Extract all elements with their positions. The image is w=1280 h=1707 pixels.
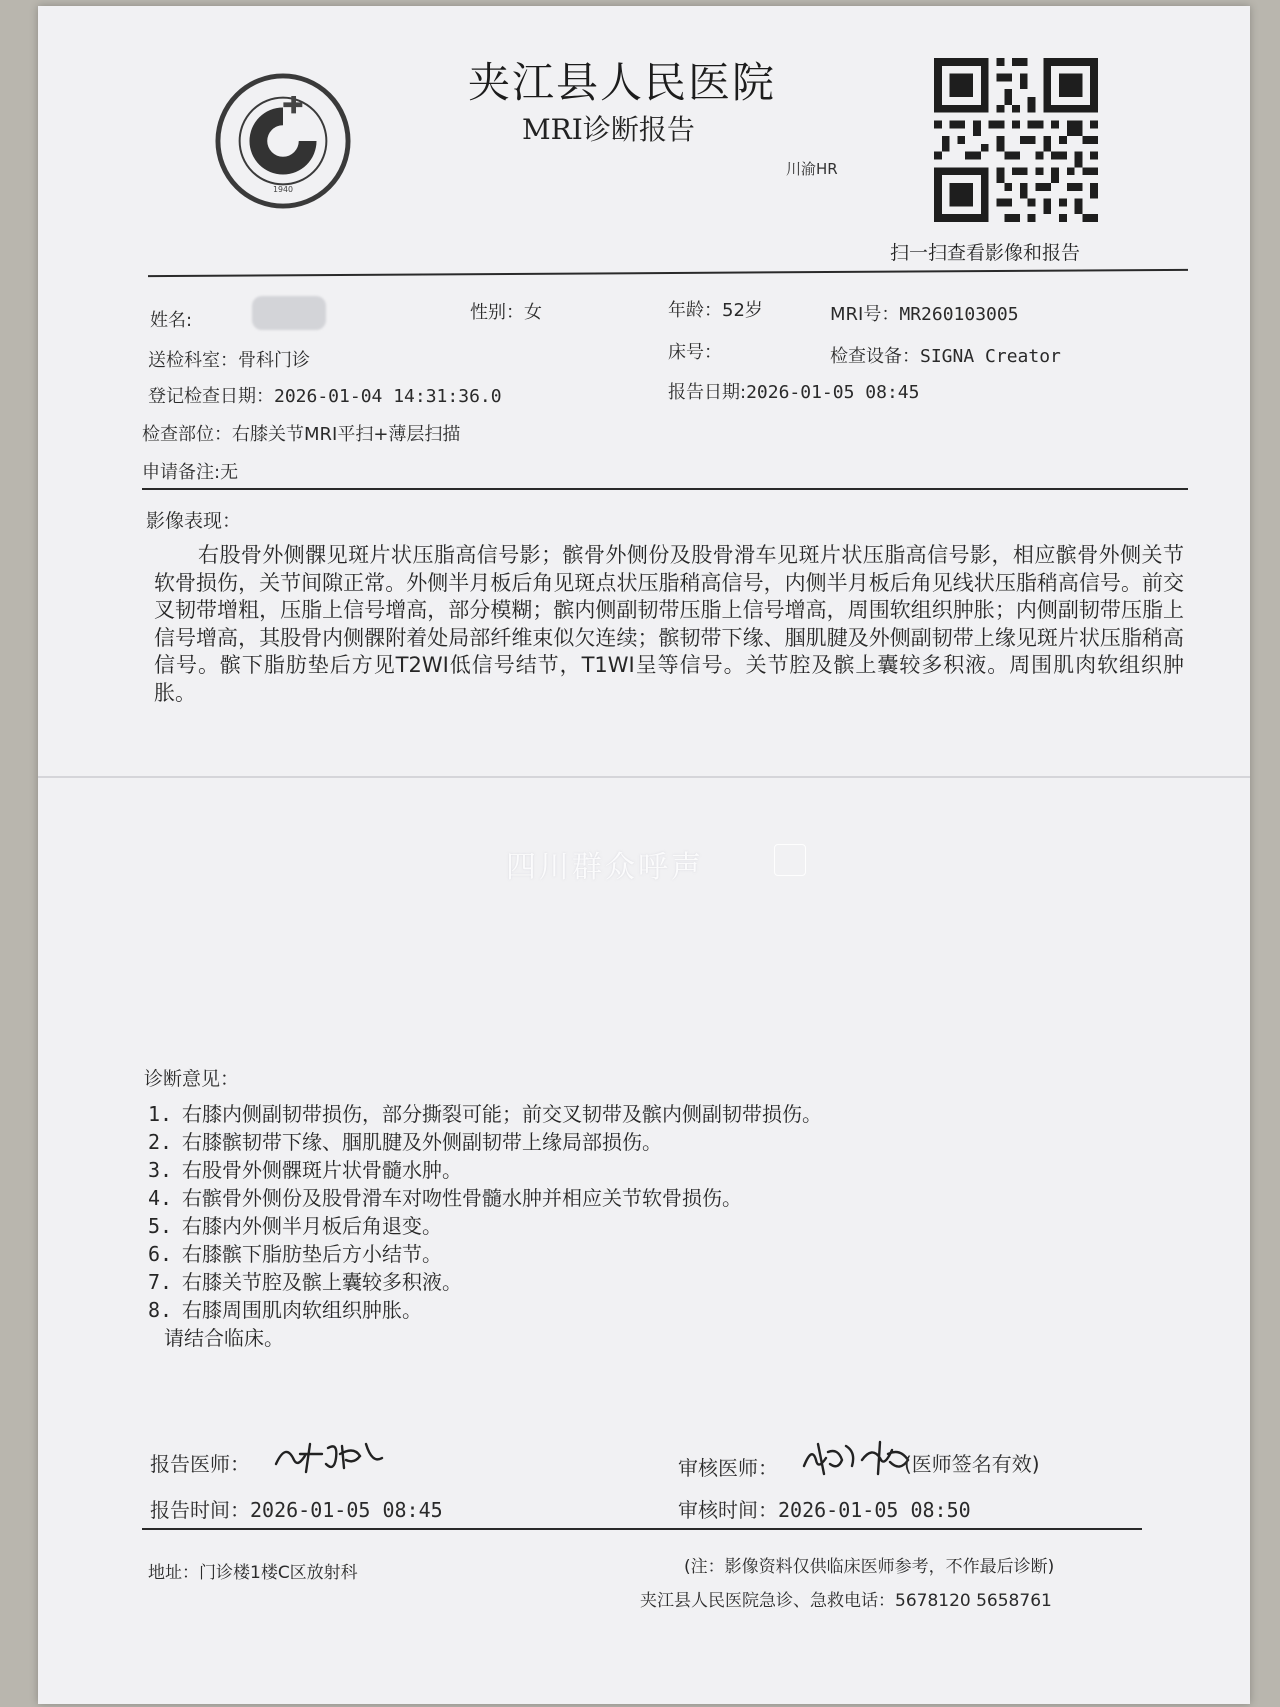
footer-divider xyxy=(142,1528,1142,1530)
diagnosis-item-number: 6. xyxy=(148,1242,173,1266)
bed-field: 床号： xyxy=(668,342,722,363)
footer-disclaimer: (注：影像资料仅供临床医师参考，不作最后诊断) xyxy=(684,1557,1055,1577)
diagnosis-item-number: 3. xyxy=(148,1158,173,1182)
diagnosis-item-number: 7. xyxy=(148,1270,173,1294)
qr-code[interactable] xyxy=(934,58,1098,222)
diagnosis-item xyxy=(148,1184,1048,1212)
diagnosis-item-text: 右膝关节腔及髌上囊较多积液。 xyxy=(182,1270,462,1294)
diagnosis-item-number: 4. xyxy=(148,1186,173,1210)
diagnosis-item-number: 2. xyxy=(148,1130,173,1154)
diagnosis-item-number: 1. xyxy=(148,1102,173,1126)
report-time-field: 报告时间：2026-01-05 08:45 xyxy=(150,1498,443,1522)
diagnosis-item xyxy=(148,1128,1048,1156)
diagnosis-item xyxy=(148,1212,1048,1240)
info-divider xyxy=(142,488,1188,490)
diagnosis-note: 请结合临床。 xyxy=(164,1326,284,1350)
diagnosis-item-text: 右膝髌下脂肪垫后方小结节。 xyxy=(182,1242,442,1266)
paper-fold xyxy=(38,776,1250,778)
hospital-name: 夹江县人民医院 xyxy=(468,58,777,107)
watermark-badge-icon xyxy=(774,844,806,876)
watermark: 四川群众呼声 xyxy=(506,850,704,885)
footer-emergency-phone: 夹江县人民医院急诊、急救电话：5678120 5658761 xyxy=(640,1591,1052,1611)
diagnosis-item xyxy=(148,1296,1048,1324)
hospital-logo xyxy=(214,72,352,210)
diagnosis-item-number: 5. xyxy=(148,1214,173,1238)
reviewer-label: 审核医师： xyxy=(678,1456,778,1480)
qr-caption: 扫一扫查看影像和报告 xyxy=(890,242,1081,264)
diagnosis-item xyxy=(148,1240,1048,1268)
review-time-field: 审核时间：2026-01-05 08:50 xyxy=(678,1498,971,1522)
gender-field: 性别：女 xyxy=(470,302,542,323)
subtag: 川渝HR xyxy=(786,160,838,178)
findings-text: 右股骨外侧髁见斑片状压脂高信号影；髌骨外侧份及股骨滑车见斑片状压脂高信号影，相应髌骨外侧关节软骨损伤，关节间隙正常。外侧半月板后角见斑点状压脂稍高信号，内侧半月板后角见线状压脂稍高信号。前交叉韧带增粗，压脂上信号增高，部分模糊；髌内侧副韧带压脂上信号增高，周围软组织肿胀；内侧副韧带压脂上信号增高，其股骨内侧髁附着处局部纤维束似欠连续；髌韧带下缘、腘肌腱及外侧副韧带上缘见斑片状压脂稍高信号。髌下脂肪垫后方见T2WI低信号结节，T1WI呈等信号。关节腔及髌上囊较多积液。周围肌肉软组织肿胀。 xyxy=(154,543,1184,705)
registration-date-field: 登记检查日期：2026-01-04 14:31:36.0 xyxy=(148,386,502,407)
diagnosis-item xyxy=(148,1100,1048,1128)
name-label: 姓名: xyxy=(150,310,193,331)
diagnosis-item xyxy=(148,1156,1048,1184)
diagnosis-item-text: 右膝内侧副韧带损伤，部分撕裂可能；前交叉韧带及髌内侧副韧带损伤。 xyxy=(182,1102,822,1126)
age-field: 年龄：52岁 xyxy=(668,300,763,321)
diagnosis-item-text: 右髌骨外侧份及股骨滑车对吻性骨髓水肿并相应关节软骨损伤。 xyxy=(182,1186,742,1210)
diagnosis-item xyxy=(148,1268,1048,1296)
svg-text:1940: 1940 xyxy=(272,185,294,195)
footer-address: 地址：门诊楼1楼C区放射科 xyxy=(148,1563,358,1583)
department-field: 送检科室：骨科门诊 xyxy=(148,350,310,371)
reporter-signature xyxy=(270,1434,390,1478)
name-redacted xyxy=(252,296,326,330)
exam-part-field: 检查部位：右膝关节MRI平扫+薄层扫描 xyxy=(142,424,461,445)
signature-valid-note: (医师签名有效) xyxy=(904,1452,1040,1476)
diagnosis-item-text: 右膝髌韧带下缘、腘肌腱及外侧副韧带上缘局部损伤。 xyxy=(182,1130,662,1154)
mri-number-field: MRI号：MR260103005 xyxy=(830,304,1019,325)
device-field: 检查设备：SIGNA Creator xyxy=(830,346,1061,367)
reporter-label: 报告医师： xyxy=(150,1452,250,1476)
diagnosis-item-text: 右膝周围肌肉软组织肿胀。 xyxy=(182,1298,422,1322)
diagnosis-item-text: 右股骨外侧髁斑片状骨髓水肿。 xyxy=(182,1158,462,1182)
remark-field: 申请备注:无 xyxy=(142,462,239,483)
findings-heading: 影像表现： xyxy=(146,510,242,532)
report-title: MRI诊断报告 xyxy=(522,113,695,146)
diagnosis-list xyxy=(148,1100,1048,1324)
reviewer-signature xyxy=(800,1436,920,1482)
report-sheet xyxy=(38,6,1250,1704)
header-divider xyxy=(148,269,1188,277)
report-date-field: 报告日期:2026-01-05 08:45 xyxy=(668,382,920,403)
diagnosis-item-number: 8. xyxy=(148,1298,173,1322)
diagnosis-heading: 诊断意见： xyxy=(144,1068,240,1090)
diagnosis-item-text: 右膝内外侧半月板后角退变。 xyxy=(182,1214,442,1238)
